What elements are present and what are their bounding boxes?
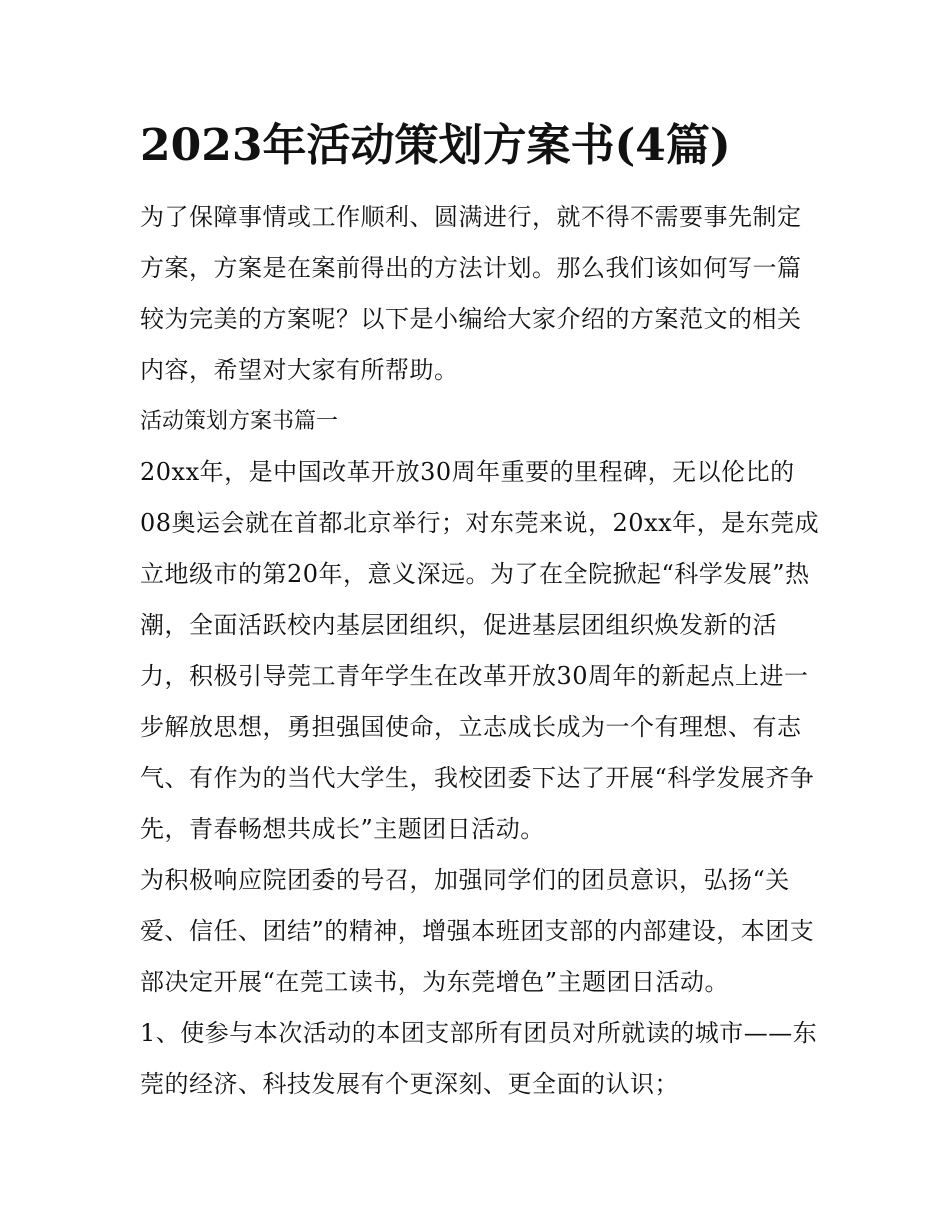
body-paragraph-1: 20xx年，是中国改革开放30周年重要的里程碑，无以伦比的08奥运会就在首都北京举行；对东莞来说，20xx年，是东莞成立地级市的第20年，意义深远。为了在全院掀起“科学发展”热潮，全面活跃校内基层团组织，促进基层团组织焕发新的活力，积极引导莞工青年学生在改革开放30周年的新起点上进一步解放思想，勇担强国使命，立志成长成为一个有理想、有志气、有作为的当代大学生，我校团委下达了开展“科学发展齐争先，青春畅想共成长”主题团日活动。 bbox=[140, 458, 820, 843]
document-title: 2023年活动策划方案书(4篇) bbox=[140, 120, 731, 171]
body-paragraph-2: 为积极响应院团委的号召，加强同学们的团员意识，弘扬“关爱、信任、团结”的精神，增强本班团支部的内部建设，本团支部决定开展“在莞工读书，为东莞增色”主题团日活动。 bbox=[140, 866, 815, 996]
section-heading: 活动策划方案书篇一 bbox=[140, 409, 339, 434]
body-paragraph-3: 1、使参与本次活动的本团支部所有团员对所就读的城市——东莞的经济、科技发展有个更深刻、更全面的认识； bbox=[140, 1019, 818, 1098]
intro-paragraph: 为了保障事情或工作顺利、圆满进行，就不得不需要事先制定方案，方案是在案前得出的方法计划。那么我们该如何写一篇较为完美的方案呢？以下是小编给大家介绍的方案范文的相关内容，希望对大家有所帮助。 bbox=[140, 203, 802, 384]
